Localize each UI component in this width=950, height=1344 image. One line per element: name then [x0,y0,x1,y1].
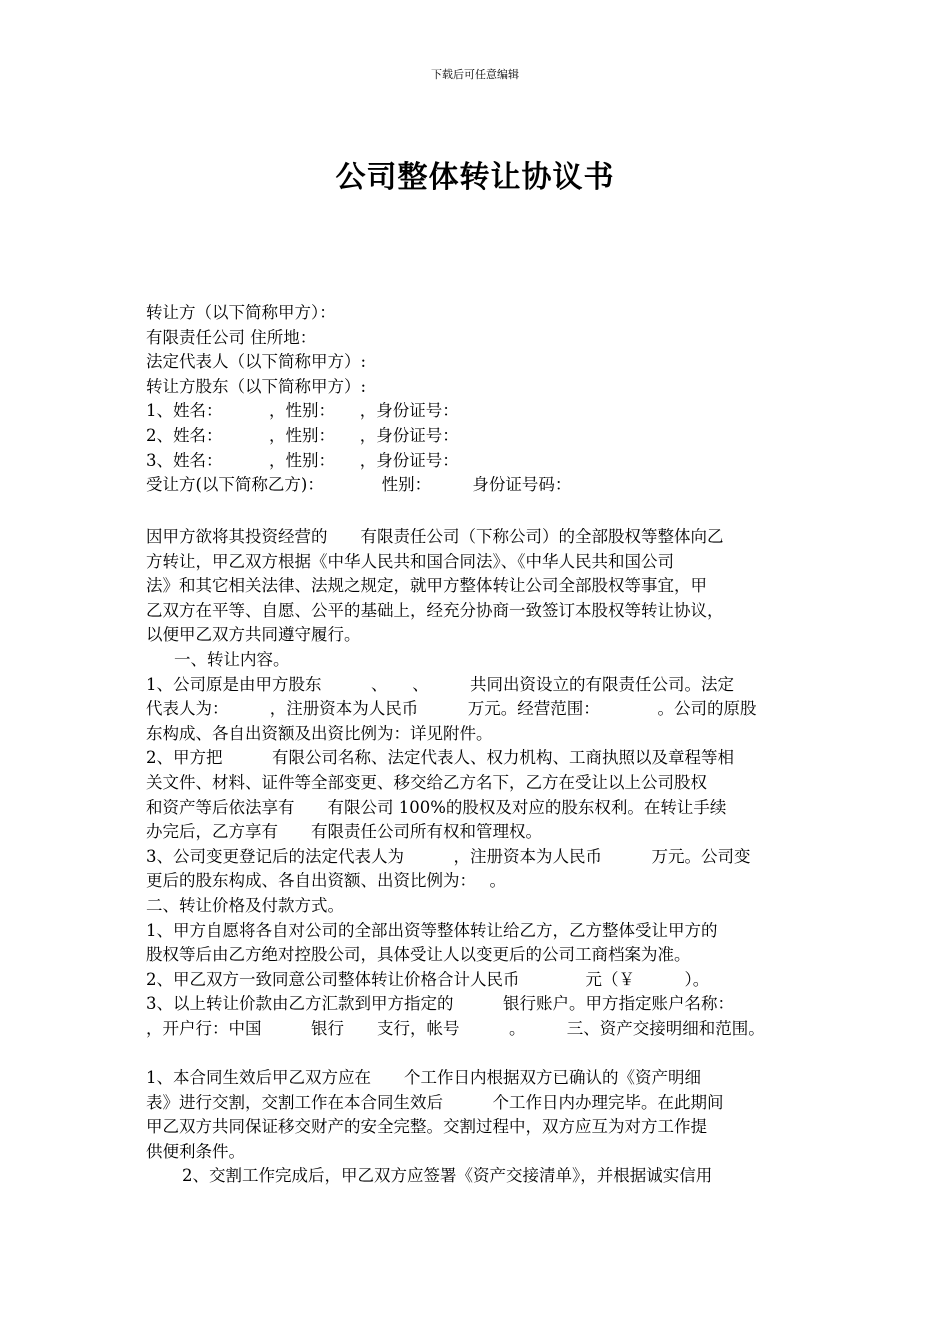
document-title: 公司整体转让协议书 [335,160,615,195]
preamble-line: 因甲方欲将其投资经营的 有限责任公司（下称公司）的全部股权等整体向乙 [146,527,724,546]
clause-line: 甲乙双方共同保证移交财产的安全完整。交割过程中，双方应互为对方工作提 [146,1117,707,1137]
section-heading-transfer-content: 一、转让内容。 [174,649,290,669]
shareholder-1-line: 1、姓名： ，性别： ，身份证号： [146,401,459,421]
parties-section [146,301,836,498]
transferor-shareholders-line: 转让方股东（以下简称甲方）: [146,376,367,396]
clause-line: 供便利条件。 [146,1141,245,1161]
agreement-body [146,525,836,1189]
transferee-line: 受让方(以下简称乙方)： 性别： 身份证号码： [146,475,572,495]
clause-line: 表》进行交割，交割工作在本合同生效后 个工作日内办理完毕。在此期间 [146,1092,724,1112]
clause-line: 和资产等后依法享有 有限公司 100%的股权及对应的股东权利。在转让手续 [146,797,727,817]
transferor-line: 转让方（以下简称甲方）： [146,303,336,322]
clause-line: 3、公司变更登记后的法定代表人为 ，注册资本为人民币 万元。公司变 [146,846,751,866]
clause-line: 关文件、材料、证件等全部变更、移交给乙方名下，乙方在受让以上公司股权 [146,772,707,792]
section-heading-price-payment: 二、转让价格及付款方式。 [146,895,344,915]
clause-line: 东构成、各自出资额及出资比例为：详见附件。 [146,723,493,743]
shareholder-3-line: 3、姓名： ，性别： ，身份证号： [146,450,459,470]
preamble-line: 法》和其它相关法律、法规之规定，就甲方整体转让公司全部股权等事宜，甲 [146,576,707,596]
clause-line: ，开户行：中国 银行 支行，帐号 。 三、资产交接明细和范围。 [146,1018,765,1038]
clause-line: 3、以上转让价款由乙方汇款到甲方指定的 银行账户。甲方指定账户名称： [146,994,734,1014]
preamble-line: 乙双方在平等、自愿、公平的基础上，经充分协商一致签订本股权等转让协议， [146,600,724,620]
header-note: 下载后可任意编辑 [431,68,519,81]
clause-line: 股权等后由乙方绝对控股公司，具体受让人以变更后的公司工商档案为准。 [146,945,691,965]
preamble-line: 以便甲乙双方共同遵守履行。 [146,625,361,645]
shareholder-2-line: 2、姓名： ，性别： ，身份证号： [146,425,459,445]
blank-line [146,1041,836,1066]
clause-line: 代表人为： ，注册资本为人民币 万元。经营范围： 。公司的原股 [146,699,757,719]
legal-representative-line: 法定代表人（以下简称甲方）: [146,352,367,372]
company-address-line: 有限责任公司 住所地： [146,327,317,347]
clause-line: 1、本合同生效后甲乙双方应在 个工作日内根据双方已确认的《资产明细 [146,1068,701,1088]
clause-line: 2、交割工作完成后，甲乙双方应签署《资产交接清单》，并根据诚实信用 [182,1166,713,1186]
clause-line: 1、甲方自愿将各自对公司的全部出资等整体转让给乙方，乙方整体受让甲方的 [146,920,718,940]
clause-line: 2、甲乙双方一致同意公司整体转让价格合计人民币 元（￥ ）。 [146,969,710,989]
clause-line: 办完后，乙方享有 有限责任公司所有权和管理权。 [146,822,542,842]
clause-line: 1、公司原是由甲方股东 、 、 共同出资设立的有限责任公司。法定 [146,674,734,694]
clause-line: 2、甲方把 有限公司名称、法定代表人、权力机构、工商执照以及章程等相 [146,748,734,768]
preamble-line: 方转让，甲乙双方根据《中华人民共和国合同法》、《中华人民共和国公司 [146,551,674,571]
clause-line: 更后的股东构成、各自出资额、出资比例为： 。 [146,871,506,891]
